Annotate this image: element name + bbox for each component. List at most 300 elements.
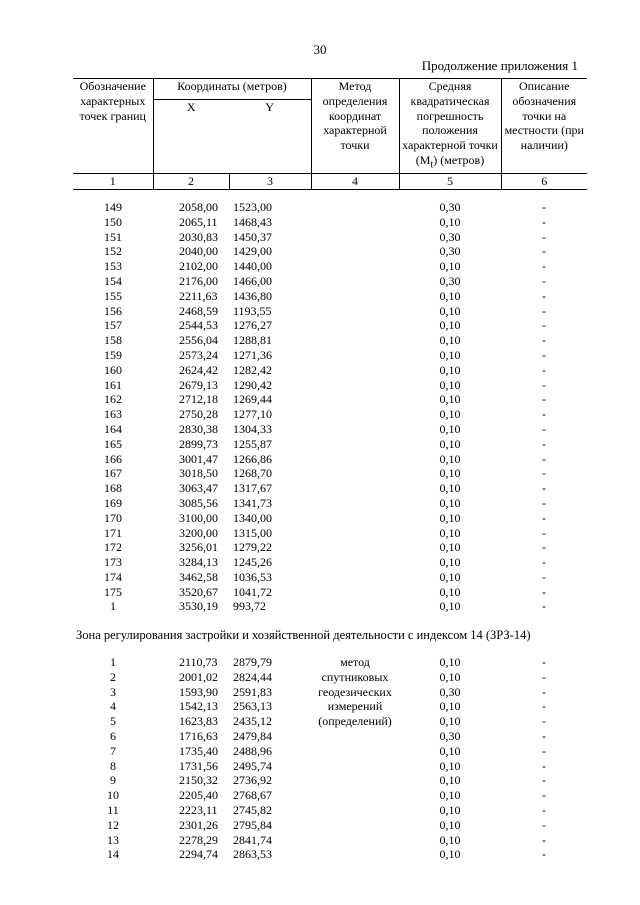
point-number-cell: 172 (104, 540, 122, 555)
header-y: Y (265, 100, 275, 115)
mean-error-cell: 0,10 (439, 333, 461, 348)
point-number-cell: 150 (104, 214, 122, 229)
mean-error-cell: 0,10 (439, 466, 461, 481)
mean-error-cell: 0,30 (439, 273, 461, 288)
column-number: 2 (153, 174, 229, 190)
x-coordinate-cell: 2750,28 (179, 407, 218, 422)
column-number: 3 (229, 174, 311, 190)
method-cell: метод спутниковых геодезических измерений (определений) (318, 655, 392, 729)
description-cell: - (542, 669, 546, 684)
y-coordinate-cell: 1266,86 (233, 451, 272, 466)
description-cell: - (542, 333, 546, 348)
method-cell (311, 555, 399, 570)
x-coordinate-cell: 2205,40 (179, 788, 218, 803)
point-number-cell: 10 (107, 788, 119, 803)
x-coordinate-cell: 3462,58 (179, 569, 218, 584)
description-cell: - (542, 362, 546, 377)
table-row (73, 599, 587, 614)
mean-error-cell: 0,10 (439, 392, 461, 407)
description-cell: - (542, 244, 546, 259)
description-cell: - (542, 788, 546, 803)
point-number-cell: 14 (107, 847, 119, 862)
description-cell: - (542, 743, 546, 758)
appendix-note: Продолжение приложения 1 (421, 58, 578, 73)
point-number-cell: 5 (110, 714, 116, 729)
header-coordinates: Координаты (метров) (153, 79, 311, 100)
mean-error-cell: 0,10 (439, 788, 461, 803)
description-cell: - (542, 436, 546, 451)
table-row (73, 759, 587, 774)
header-mean-error (399, 79, 501, 174)
x-coordinate-cell: 2211,63 (179, 288, 218, 303)
description-cell: - (542, 817, 546, 832)
mean-error-cell: 0,10 (439, 347, 461, 362)
y-coordinate-cell: 1523,00 (233, 199, 272, 214)
x-coordinate-cell: 2102,00 (179, 259, 218, 274)
description-cell: - (542, 466, 546, 481)
method-cell (311, 200, 399, 215)
point-number-cell: 162 (104, 392, 122, 407)
header-row (73, 79, 587, 100)
method-cell (311, 729, 399, 744)
method-cell (311, 422, 399, 437)
mean-error-cell: 0,10 (439, 847, 461, 862)
method-cell (311, 511, 399, 526)
y-coordinate-cell: 1288,81 (233, 333, 272, 348)
description-cell: - (542, 229, 546, 244)
x-coordinate-cell: 2150,32 (179, 773, 218, 788)
y-coordinate-cell: 1340,00 (233, 510, 272, 525)
y-coordinate-cell: 1468,43 (233, 214, 272, 229)
description-cell: - (542, 684, 546, 699)
x-coordinate-cell: 3100,00 (179, 510, 218, 525)
y-coordinate-cell: 2563,13 (233, 699, 272, 714)
mean-error-cell: 0,10 (439, 803, 461, 818)
y-coordinate-cell: 1255,87 (233, 436, 272, 451)
description-cell: - (542, 318, 546, 333)
point-number-cell: 9 (110, 773, 116, 788)
mean-error-cell: 0,10 (439, 362, 461, 377)
mean-error-cell: 0,30 (439, 244, 461, 259)
description-cell: - (542, 699, 546, 714)
description-cell: - (542, 392, 546, 407)
mean-error-cell: 0,10 (439, 569, 461, 584)
point-number-cell: 173 (104, 555, 122, 570)
x-coordinate-cell: 2223,11 (179, 803, 218, 818)
y-coordinate-cell: 1290,42 (233, 377, 272, 392)
method-cell (311, 818, 399, 833)
y-coordinate-cell: 993,72 (233, 599, 266, 614)
method-cell (311, 847, 399, 862)
method-cell (311, 289, 399, 304)
description-cell: - (542, 481, 546, 496)
point-number-cell: 160 (104, 362, 122, 377)
column-number: 4 (311, 174, 399, 190)
method-cell (311, 333, 399, 348)
mean-error-cell: 0,10 (439, 259, 461, 274)
mean-error-cell: 0,10 (439, 758, 461, 773)
x-coordinate-cell: 2001,02 (179, 669, 218, 684)
y-coordinate-cell: 2435,12 (233, 714, 272, 729)
x-coordinate-cell: 3256,01 (179, 540, 218, 555)
point-number-cell: 153 (104, 259, 122, 274)
mean-error-cell: 0,10 (439, 407, 461, 422)
description-cell: - (542, 495, 546, 510)
mean-error-cell: 0,10 (439, 773, 461, 788)
table-row (73, 570, 587, 585)
x-coordinate-cell: 2468,59 (179, 303, 218, 318)
method-cell (311, 466, 399, 481)
point-number-cell: 159 (104, 347, 122, 362)
table-row (73, 392, 587, 407)
column-number: 1 (73, 174, 153, 190)
mean-error-cell: 0,10 (439, 214, 461, 229)
y-coordinate-cell: 2795,84 (233, 817, 272, 832)
table-row (73, 348, 587, 363)
point-number-cell: 151 (104, 229, 122, 244)
mean-error-cell: 0,10 (439, 451, 461, 466)
table-row (73, 422, 587, 437)
description-cell: - (542, 421, 546, 436)
table-row (73, 511, 587, 526)
table-row (73, 496, 587, 511)
point-number-cell: 163 (104, 407, 122, 422)
method-cell (311, 759, 399, 774)
table-row (73, 378, 587, 393)
mean-error-cell: 0,10 (439, 655, 461, 670)
mean-error-cell: 0,30 (439, 199, 461, 214)
y-coordinate-cell: 1317,67 (233, 481, 272, 496)
method-cell (311, 244, 399, 259)
y-coordinate-cell: 1429,00 (233, 244, 272, 259)
table-row (73, 244, 587, 259)
mean-error-cell: 0,10 (439, 584, 461, 599)
y-coordinate-cell: 2591,83 (233, 684, 272, 699)
mean-error-cell: 0,10 (439, 555, 461, 570)
x-coordinate-cell: 3001,47 (179, 451, 218, 466)
x-coordinate-cell: 2624,42 (179, 362, 218, 377)
point-number-cell: 175 (104, 584, 122, 599)
mean-error-cell: 0,10 (439, 540, 461, 555)
point-number-cell: 170 (104, 510, 122, 525)
y-coordinate-cell: 2495,74 (233, 758, 272, 773)
y-coordinate-cell: 2879,79 (233, 655, 272, 670)
method-cell (311, 363, 399, 378)
mean-error-cell: 0,10 (439, 669, 461, 684)
method-cell (311, 378, 399, 393)
x-coordinate-cell: 3018,50 (179, 466, 218, 481)
point-number-cell: 12 (107, 817, 119, 832)
description-cell: - (542, 377, 546, 392)
x-coordinate-cell: 2679,13 (179, 377, 218, 392)
description-cell: - (542, 510, 546, 525)
description-cell: - (542, 803, 546, 818)
zone-title-row (73, 614, 587, 655)
header-point-designation: Обозначение характерных точек границ (73, 79, 153, 174)
mean-error-cell: 0,10 (439, 743, 461, 758)
point-number-cell: 2 (110, 669, 116, 684)
mean-error-cell: 0,10 (439, 832, 461, 847)
point-number-cell: 13 (107, 832, 119, 847)
mean-error-cell: 0,10 (439, 525, 461, 540)
y-coordinate-cell: 1436,80 (233, 288, 272, 303)
table-row (73, 259, 587, 274)
y-coordinate-cell: 1341,73 (233, 495, 272, 510)
x-coordinate-cell: 1542,13 (179, 699, 218, 714)
x-coordinate-cell: 2556,04 (179, 333, 218, 348)
x-coordinate-cell: 1735,40 (179, 743, 218, 758)
mean-error-cell: 0,10 (439, 699, 461, 714)
x-coordinate-cell: 1731,56 (179, 758, 218, 773)
description-cell: - (542, 288, 546, 303)
mean-error-cell: 0,10 (439, 495, 461, 510)
table-row (73, 788, 587, 803)
point-number-cell: 3 (110, 684, 116, 699)
y-coordinate-cell: 1279,22 (233, 540, 272, 555)
y-coordinate-cell: 1450,37 (233, 229, 272, 244)
point-number-cell: 158 (104, 333, 122, 348)
table-row (73, 833, 587, 848)
header-method: Метод определения координат характерной точки (311, 79, 399, 174)
method-cell (311, 788, 399, 803)
point-number-cell: 171 (104, 525, 122, 540)
y-coordinate-cell: 1036,53 (233, 569, 272, 584)
table-row (73, 274, 587, 289)
description-cell: - (542, 773, 546, 788)
mean-error-cell: 0,10 (439, 288, 461, 303)
x-coordinate-cell: 3063,47 (179, 481, 218, 496)
x-coordinate-cell: 3520,67 (179, 584, 218, 599)
table-row (73, 200, 587, 215)
description-cell: - (542, 729, 546, 744)
point-number-cell: 7 (110, 743, 116, 758)
method-cell (311, 407, 399, 422)
method-cell (311, 437, 399, 452)
point-number-cell: 154 (104, 273, 122, 288)
table-body-part2 (73, 655, 587, 862)
y-coordinate-cell: 1277,10 (233, 407, 272, 422)
method-cell (311, 526, 399, 541)
x-coordinate-cell: 2544,53 (179, 318, 218, 333)
y-coordinate-cell: 1245,26 (233, 555, 272, 570)
table-row (73, 481, 587, 496)
coordinates-table (73, 78, 587, 862)
table-row (73, 526, 587, 541)
method-cell (311, 585, 399, 600)
x-coordinate-cell: 2176,00 (179, 273, 218, 288)
zone-section (73, 614, 587, 655)
table-row (73, 304, 587, 319)
point-number-cell: 174 (104, 569, 122, 584)
y-coordinate-cell: 1193,55 (233, 303, 272, 318)
mean-error-cell: 0,10 (439, 377, 461, 392)
y-coordinate-cell: 2824,44 (233, 669, 272, 684)
y-coordinate-cell: 2736,92 (233, 773, 272, 788)
description-cell: - (542, 584, 546, 599)
spacer-row (73, 189, 587, 200)
description-cell: - (542, 347, 546, 362)
point-number-cell: 157 (104, 318, 122, 333)
mean-error-cell: 0,10 (439, 599, 461, 614)
point-number-cell: 165 (104, 436, 122, 451)
method-cell (311, 274, 399, 289)
x-coordinate-cell: 2712,18 (179, 392, 218, 407)
description-cell: - (542, 259, 546, 274)
header-x: X (153, 100, 229, 174)
mean-error-cell: 0,10 (439, 303, 461, 318)
description-cell: - (542, 599, 546, 614)
table-row (73, 289, 587, 304)
y-coordinate-cell: 2745,82 (233, 803, 272, 818)
mean-error-cell: 0,30 (439, 684, 461, 699)
x-coordinate-cell: 2294,74 (179, 847, 218, 862)
table-row (73, 773, 587, 788)
column-number: 5 (399, 174, 501, 190)
table-row (73, 363, 587, 378)
x-coordinate-cell: 3085,56 (179, 495, 218, 510)
x-coordinate-cell: 2830,38 (179, 421, 218, 436)
mean-error-cell: 0,10 (439, 436, 461, 451)
table-row (73, 318, 587, 333)
x-coordinate-cell: 1716,63 (179, 729, 218, 744)
y-coordinate-cell: 2479,84 (233, 729, 272, 744)
description-cell: - (542, 758, 546, 773)
mean-error-cell: 0,10 (439, 714, 461, 729)
method-cell (311, 318, 399, 333)
point-number-cell: 168 (104, 481, 122, 496)
header-mean-error-tail: ) (метров) (433, 152, 485, 167)
x-coordinate-cell: 3530,19 (179, 599, 218, 614)
table-row (73, 333, 587, 348)
x-coordinate-cell: 2278,29 (179, 832, 218, 847)
description-cell: - (542, 540, 546, 555)
point-number-cell: 149 (104, 199, 122, 214)
point-number-cell: 1 (110, 599, 116, 614)
table-row (73, 847, 587, 862)
mean-error-cell: 0,30 (439, 729, 461, 744)
method-cell (311, 259, 399, 274)
table-row (73, 818, 587, 833)
description-cell: - (542, 303, 546, 318)
method-cell (311, 215, 399, 230)
point-number-cell: 156 (104, 303, 122, 318)
point-number-cell: 164 (104, 421, 122, 436)
point-number-cell: 169 (104, 495, 122, 510)
x-coordinate-cell: 2040,00 (179, 244, 218, 259)
point-number-cell: 1 (110, 655, 116, 670)
table-row (73, 437, 587, 452)
y-coordinate-cell: 1269,44 (233, 392, 272, 407)
header-mean-error-sub: t (430, 159, 434, 171)
table-row (73, 803, 587, 818)
method-cell (311, 496, 399, 511)
table-body-part1 (73, 189, 587, 614)
description-cell: - (542, 847, 546, 862)
description-cell: - (542, 569, 546, 584)
table-row (73, 585, 587, 600)
x-coordinate-cell: 2110,73 (179, 655, 218, 670)
point-number-cell: 152 (104, 244, 122, 259)
y-coordinate-cell: 1315,00 (233, 525, 272, 540)
table-row (73, 744, 587, 759)
table-row (73, 655, 587, 670)
description-cell: - (542, 525, 546, 540)
x-coordinate-cell: 2058,00 (179, 199, 218, 214)
table-row (73, 466, 587, 481)
x-coordinate-cell: 2899,73 (179, 436, 218, 451)
point-number-cell: 161 (104, 377, 122, 392)
method-cell (311, 348, 399, 363)
y-coordinate-cell: 1304,33 (233, 421, 272, 436)
method-cell (311, 599, 399, 614)
x-coordinate-cell: 2065,11 (179, 214, 218, 229)
x-coordinate-cell: 1593,90 (179, 684, 218, 699)
description-cell: - (542, 555, 546, 570)
y-coordinate-cell: 2488,96 (233, 743, 272, 758)
y-coordinate-cell: 1268,70 (233, 466, 272, 481)
method-cell (311, 452, 399, 467)
table-row (73, 452, 587, 467)
y-coordinate-cell: 2768,67 (233, 788, 272, 803)
mean-error-cell: 0,30 (439, 229, 461, 244)
point-number-cell: 167 (104, 466, 122, 481)
method-cell (311, 803, 399, 818)
point-number-cell: 6 (110, 729, 116, 744)
y-coordinate-cell: 1271,36 (233, 347, 272, 362)
description-cell: - (542, 407, 546, 422)
description-cell: - (542, 214, 546, 229)
description-cell: - (542, 199, 546, 214)
method-cell (311, 392, 399, 407)
header-description: Описание обозначения точки на местности (при наличии) (501, 79, 587, 174)
method-cell (311, 230, 399, 245)
table-row (73, 540, 587, 555)
mean-error-cell: 0,10 (439, 817, 461, 832)
method-cell (311, 833, 399, 848)
description-cell: - (542, 451, 546, 466)
column-number: 6 (501, 174, 587, 190)
method-cell (311, 481, 399, 496)
table-row (73, 729, 587, 744)
mean-error-cell: 0,10 (439, 481, 461, 496)
table-row (73, 407, 587, 422)
point-number-cell: 155 (104, 288, 122, 303)
point-number-cell: 8 (110, 758, 116, 773)
point-number-cell: 11 (107, 803, 119, 818)
y-coordinate-cell: 1041,72 (233, 584, 272, 599)
x-coordinate-cell: 3284,13 (179, 555, 218, 570)
point-number-cell: 166 (104, 451, 122, 466)
description-cell: - (542, 655, 546, 670)
method-cell (311, 570, 399, 585)
page-number: 30 (313, 42, 327, 57)
mean-error-cell: 0,10 (439, 510, 461, 525)
table-row (73, 215, 587, 230)
y-coordinate-cell: 1276,27 (233, 318, 272, 333)
x-coordinate-cell: 1623,83 (179, 714, 218, 729)
description-cell: - (542, 832, 546, 847)
y-coordinate-cell: 1440,00 (233, 259, 272, 274)
x-coordinate-cell: 2030,83 (179, 229, 218, 244)
table-row (73, 555, 587, 570)
mean-error-cell: 0,10 (439, 421, 461, 436)
method-cell (311, 304, 399, 319)
method-cell (311, 773, 399, 788)
x-coordinate-cell: 3200,00 (179, 525, 218, 540)
zone-title: Зона регулирования застройки и хозяйственной деятельности с индексом 14 (ЗРЗ-14) (76, 628, 531, 643)
column-numbers-row (73, 174, 587, 190)
mean-error-cell: 0,10 (439, 318, 461, 333)
